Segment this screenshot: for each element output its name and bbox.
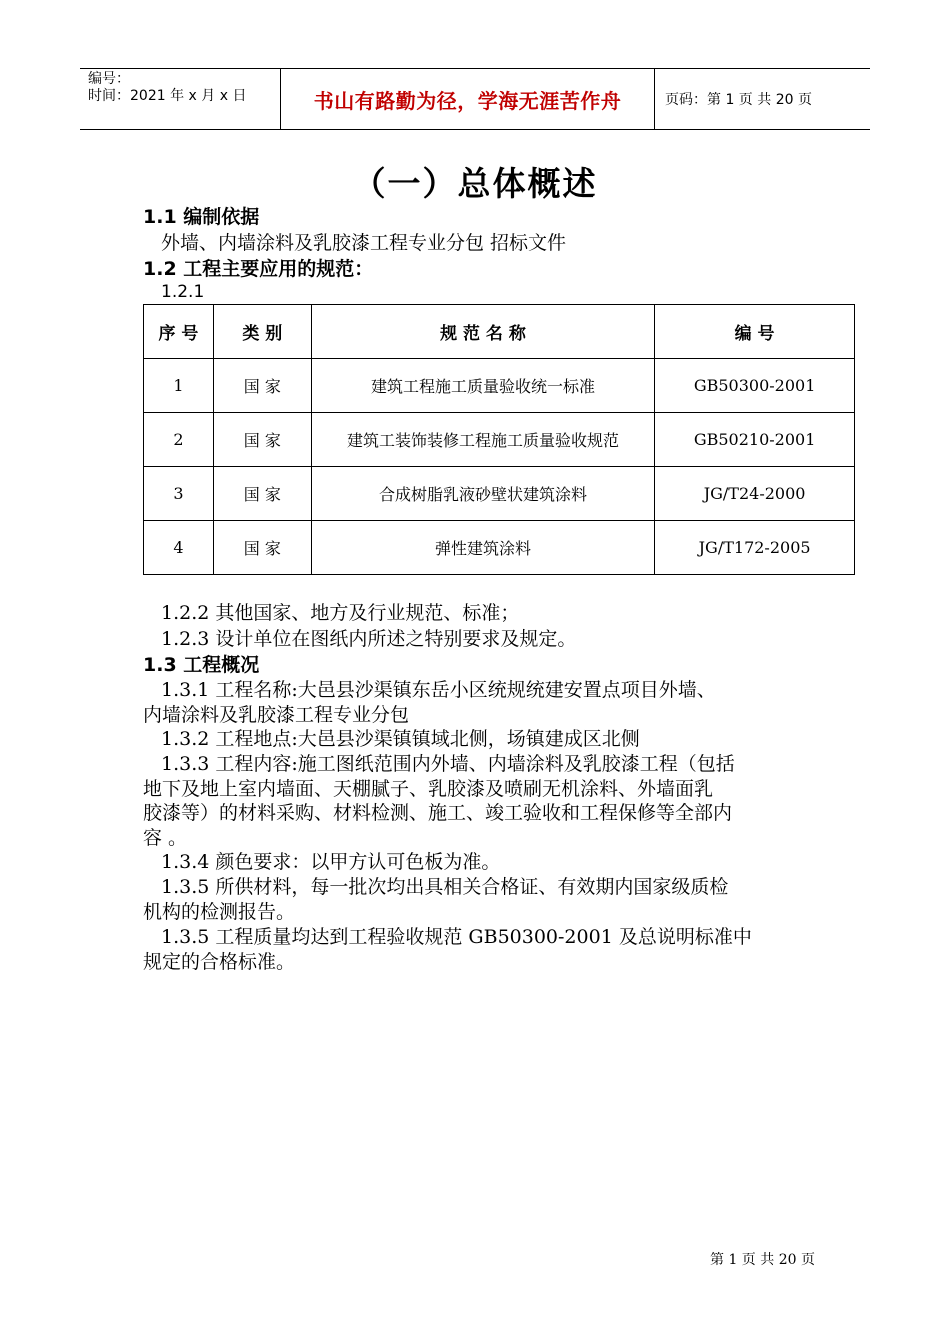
body-line: 规定的合格标准。	[143, 951, 296, 973]
header-no: 序 号	[144, 305, 214, 359]
body-line: 1.3.4 颜色要求：以甲方认可色板为准。	[161, 851, 501, 873]
section-1-1-heading: 1.1 编制依据	[143, 206, 260, 228]
body-line: 内墙涂料及乳胶漆工程专业分包	[143, 704, 410, 726]
line-1-2-3: 1.2.3 设计单位在图纸内所述之特别要求及规定。	[161, 628, 577, 650]
header-code: 编 号	[655, 305, 855, 359]
cell-standard-name: 合成树脂乳液砂壁状建筑涂料	[311, 467, 654, 521]
page-title: （一）总体概述	[352, 164, 598, 203]
body-line: 胶漆等）的材料采购、材料检测、施工、竣工验收和工程保修等全部内	[143, 802, 733, 824]
cell-category: 国 家	[213, 359, 311, 413]
header-category: 类 别	[213, 305, 311, 359]
cell-no: 4	[144, 521, 214, 575]
header-meta	[80, 69, 281, 129]
header-standard-name: 规 范 名 称	[311, 305, 654, 359]
cell-code: JG/T24-2000	[655, 467, 855, 521]
section-1-2-1-label: 1.2.1	[161, 282, 205, 302]
body-line: 1.3.5 工程质量均达到工程验收规范 GB50300-2001 及总说明标准中	[161, 926, 752, 948]
number-label: 编号：	[88, 71, 130, 87]
section-1-2-heading: 1.2 工程主要应用的规范：	[143, 258, 374, 280]
time-label: 时间：2021 年 x 月 x 日	[88, 88, 247, 104]
cell-code: GB50300-2001	[655, 359, 855, 413]
cell-standard-name: 弹性建筑涂料	[311, 521, 654, 575]
cell-standard-name: 建筑工装饰装修工程施工质量验收规范	[311, 413, 654, 467]
body-line: 1.3.3 工程内容:施工图纸范围内外墙、内墙涂料及乳胶漆工程（包括	[161, 753, 735, 775]
cell-code: JG/T172-2005	[655, 521, 855, 575]
standards-table	[143, 304, 855, 575]
header-page-info: 页码：第 1 页 共 20 页	[665, 92, 812, 108]
section-1-3-heading: 1.3 工程概况	[143, 654, 260, 676]
table-row	[144, 359, 855, 413]
cell-no: 1	[144, 359, 214, 413]
cell-category: 国 家	[213, 413, 311, 467]
page-footer: 第 1 页 共 20 页	[710, 1252, 815, 1268]
table-row	[144, 413, 855, 467]
body-line: 机构的检测报告。	[143, 901, 296, 923]
body-line: 1.3.5 所供材料，每一批次均出具相关合格证、有效期内国家级质检	[161, 876, 729, 898]
cell-no: 2	[144, 413, 214, 467]
header-motto: 书山有路勤为径，学海无涯苦作舟	[281, 69, 655, 129]
cell-standard-name: 建筑工程施工质量验收统一标准	[311, 359, 654, 413]
cell-category: 国 家	[213, 467, 311, 521]
cell-no: 3	[144, 467, 214, 521]
section-1-1-text: 外墙、内墙涂料及乳胶漆工程专业分包 招标文件	[161, 232, 567, 254]
cell-category: 国 家	[213, 521, 311, 575]
body-line: 1.3.2 工程地点:大邑县沙渠镇镇域北侧，场镇建成区北侧	[161, 728, 640, 750]
body-line: 容 。	[143, 827, 188, 849]
body-line: 1.3.1 工程名称:大邑县沙渠镇东岳小区统规统建安置点项目外墙、	[161, 679, 716, 701]
line-1-2-2: 1.2.2 其他国家、地方及行业规范、标准；	[161, 602, 520, 624]
table-row	[144, 521, 855, 575]
cell-code: GB50210-2001	[655, 413, 855, 467]
table-row	[144, 467, 855, 521]
page-header	[80, 68, 870, 130]
table-header-row	[144, 305, 855, 359]
body-line: 地下及地上室内墙面、天棚腻子、乳胶漆及喷刷无机涂料、外墙面乳	[143, 778, 714, 800]
